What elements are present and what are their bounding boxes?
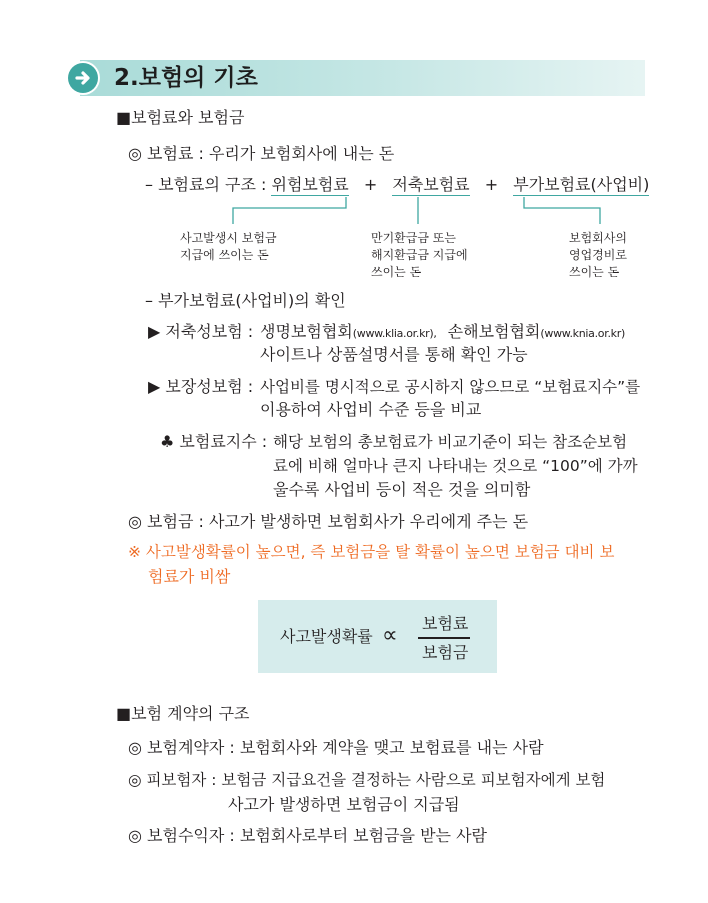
- section-title: 2.보험의 기초: [114, 65, 258, 91]
- savings-insurance-line2: 사이트나 상품설명서를 통해 확인 가능: [260, 345, 528, 364]
- formula-left: 사고발생확률: [280, 627, 373, 646]
- plus-sign-1: +: [363, 175, 378, 194]
- risk-premium: 위험보험료: [271, 175, 349, 194]
- beneficiary-definition: ◎ 보험수익자 : 보험회사로부터 보험금을 받는 사람: [128, 826, 487, 845]
- savings-premium: 저축보험료: [392, 175, 470, 194]
- fraction-line: [418, 637, 470, 639]
- contract-heading: ■보험 계약의 구조: [116, 704, 250, 723]
- risk-premium-note: 사고발생시 보험금 지급에 쓰이는 돈: [180, 231, 277, 262]
- proportional-symbol: ∝: [382, 623, 398, 648]
- life-association-url: (www.klia.or.kr),: [352, 327, 437, 340]
- notice-line1: ※ 사고발생확률이 높으면, 즉 보험금을 탈 확률이 높으면 보험금 대비 보: [128, 543, 615, 561]
- savings-premium-note: 만기환급금 또는 해지환급금 지급에 쓰이는 돈: [371, 231, 468, 279]
- premium-index-label: ♣ 보험료지수 :: [160, 432, 268, 451]
- premium-index-line3: 울수록 사업비 등이 적은 것을 의미함: [273, 480, 531, 499]
- insured-definition-line1: ◎ 피보험자 : 보험금 지급요건을 결정하는 사람으로 피보험자에게 보험: [128, 771, 606, 789]
- plus-sign-2: +: [484, 175, 499, 194]
- premium-index-line1: 해당 보험의 총보험료가 비교기준이 되는 참조순보험: [273, 433, 628, 451]
- notice-line2: 험료가 비쌈: [148, 567, 231, 586]
- nonlife-association-url: (www.knia.or.kr): [540, 327, 625, 340]
- premium-index-line2: 료에 비해 얼마나 큰지 나타내는 것으로 “100”에 가까: [273, 457, 638, 475]
- protection-insurance-line1: 사업비를 명시적으로 공시하지 않으므로 “보험료지수”를: [260, 378, 641, 396]
- loading-premium: 부가보험료(사업비): [513, 175, 650, 194]
- premium-heading: ■보험료와 보험금: [116, 108, 245, 127]
- insured-definition-line2: 사고가 발생하면 보험금이 지급됨: [228, 795, 460, 814]
- formula-numerator: 보험료: [422, 614, 469, 633]
- formula-denominator: 보험금: [422, 643, 469, 662]
- policyholder-definition: ◎ 보험계약자 : 보험회사와 계약을 맺고 보험료를 내는 사람: [128, 738, 544, 757]
- premium-definition: ◎ 보험료 : 우리가 보험회사에 내는 돈: [128, 144, 395, 163]
- nonlife-association: 손해보험협회: [447, 322, 541, 341]
- loading-premium-note: 보험회사의 영업경비로 쓰이는 돈: [569, 231, 627, 279]
- life-association: 생명보험협회: [260, 322, 353, 341]
- structure-prefix: – 보험료의 구조 :: [145, 175, 267, 194]
- savings-insurance-label: ▶ 저축성보험 :: [148, 322, 254, 341]
- loading-check-title: – 부가보험료(사업비)의 확인: [145, 291, 346, 310]
- protection-insurance-label: ▶ 보장성보험 :: [148, 377, 254, 396]
- protection-insurance-line2: 이용하여 사업비 수준 등을 비교: [260, 400, 482, 419]
- savings-insurance-line1: [260, 321, 625, 343]
- claim-definition: ◎ 보험금 : 사고가 발생하면 보험회사가 우리에게 주는 돈: [128, 512, 529, 531]
